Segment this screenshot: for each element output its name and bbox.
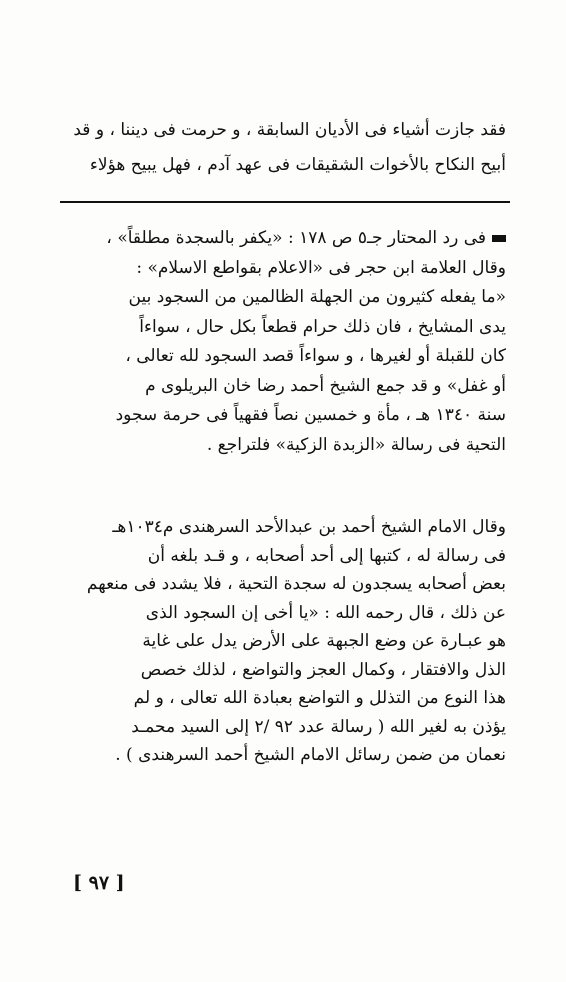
footnote-line: وقال العلامة ابن حجر فى «الاعلام بقواطع الاسلام» : [136, 257, 506, 278]
footnote-line: بعض أصحابه يسجدون له سجدة التحية ، فلا يشدد فى منعهم [86, 574, 506, 594]
footnote-line: أو غفل» و قد جمع الشيخ أحمد رضا خان البريلوى م [145, 375, 506, 396]
footnote-line: كان للقبلة أو لغيرها ، و سواءاً قصد السجود لله تعالى ، [125, 346, 506, 366]
footnote-line: «ما يفعله كثيرون من الجهلة الظالمين من السجود بين [128, 287, 506, 307]
footnote-line: يؤذن به لغير الله ( رسالة عدد ٩٢ /٢ إلى السيد محمـد [131, 716, 506, 737]
main-text-line: فقد جازت أشياء فى الأديان السابقة ، و حرمت فى ديننا ، و قد [73, 120, 506, 140]
footnote-line: التحية فى رسالة «الزبدة الزكية» فلتراجع . [206, 434, 506, 455]
footnote-divider [60, 201, 510, 203]
main-text-paragraph [62, 113, 506, 183]
footnote-line: وقال الامام الشيخ أحمد بن عبدالأحد السرهندى م١٠٣٤هـ [112, 517, 506, 537]
footnote-marker [492, 235, 506, 242]
footnote-line: هذا النوع من التذلل و التواضع بعبادة الله تعالى ، و لم [133, 688, 506, 708]
footnote-line: سنة ١٣٤٠ هـ ، مأة و خمسين نصاً فقهياً فى حرمة سجود [115, 405, 506, 425]
footnote-line: فى رسالة له ، كتبها إلى أحد أصحابه ، و قـد بلغه أن [147, 545, 506, 566]
footnote-line-text: فى رد المحتار جـ٥ ص ١٧٨ : «يكفر بالسجدة مطلقاً» ، [106, 228, 486, 248]
footnote-line: نعمان من ضمن رسائل الامام الشيخ أحمد السرهندى ) . [115, 745, 506, 765]
footnote-paragraph [62, 513, 506, 770]
footnote-block [62, 224, 506, 460]
footnote-line: يدى المشايخ ، فان ذلك حرام قطعاً بكل حال ، سواءاً [139, 316, 506, 337]
footnote-line [62, 224, 506, 254]
footnote-line: الذل والافتقار ، وكمال العجز والتواضع ، لذلك خصص [140, 659, 506, 680]
main-text-line: أبيح النكاح بالأخوات الشقيقات فى عهد آدم ، فهل يبيح هؤلاء [89, 155, 506, 175]
footnote-line: عن ذلك ، قال رحمه الله : «يا أخى إن السجود الذى [145, 602, 506, 623]
footnote-line: هو عبـارة عن وضع الجبهة على الأرض يدل على غاية [142, 631, 506, 651]
page-number: [ ٩٧ ] [73, 872, 125, 894]
